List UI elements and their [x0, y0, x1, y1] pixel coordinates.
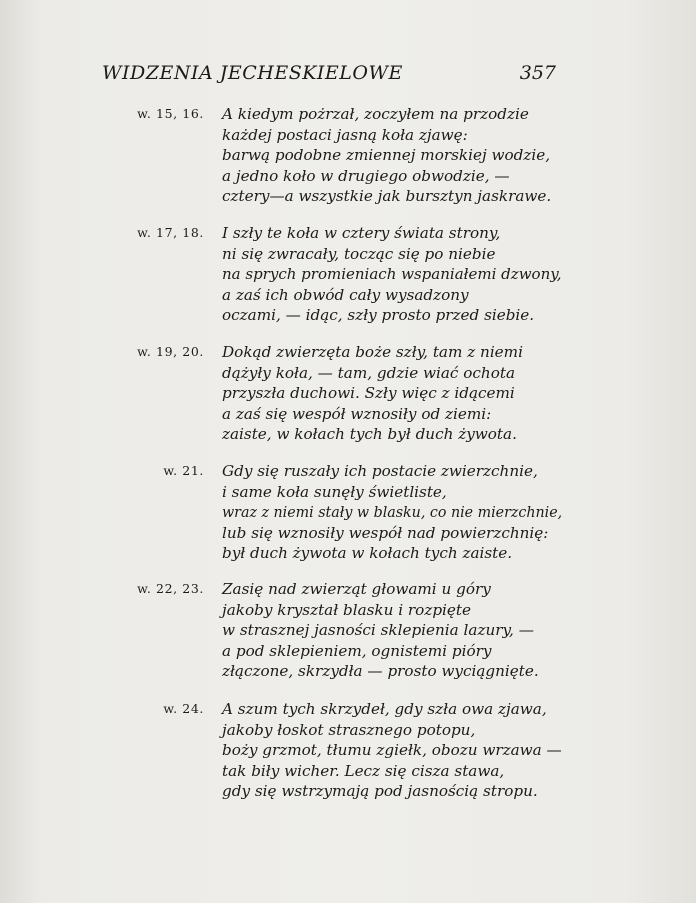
stanza-lines — [222, 699, 562, 802]
verse-line: gdy się wstrzymają pod jasnością stropu. — [222, 782, 538, 800]
verse-line: i same koła sunęły świetliste, — [222, 482, 447, 501]
verse-line: a zaś ich obwód cały wysadzony — [222, 285, 469, 304]
page-number: 357 — [519, 62, 556, 84]
running-title: WIDZENIA JECHESKIELOWE — [102, 62, 403, 84]
verse-line: na sprych promieniach wspaniałemi dzwony, — [222, 265, 562, 283]
verse-line: I szły te koła w cztery świata strony, — [222, 224, 501, 242]
verse-line: był duch żywota w kołach tych zaiste. — [222, 544, 513, 562]
stanza-lines — [222, 104, 562, 207]
verse-reference: w. 21. — [163, 463, 204, 478]
verse-line: dążyły koła, — tam, gdzie wiać ochota — [222, 363, 515, 382]
verse-line: boży grzmot, tłumu zgiełk, obozu wrzawa — — [222, 741, 562, 759]
verse-line: a zaś się wespół wznosiły od ziemi: — [222, 404, 492, 423]
verse-line: jakoby kryształ blasku i rozpięte — [222, 600, 471, 619]
verse-line: ni się zwracały, tocząc się po niebie — [222, 244, 496, 263]
verse-reference: w. 19, 20. — [137, 344, 204, 359]
verse-line: w strasznej jasności sklepienia lazury, — — [222, 621, 534, 639]
verse-line: Dokąd zwierzęta boże szły, tam z niemi — [222, 343, 523, 361]
verse-line: oczami, — idąc, szły prosto przed siebie. — [222, 306, 535, 324]
verse-line: przyszła duchowi. Szły więc z idącemi — [222, 384, 515, 402]
stanza-lines — [222, 461, 562, 564]
stanza-lines — [222, 342, 562, 445]
verse-line: Gdy się ruszały ich postacie zwierzchnie, — [222, 462, 538, 480]
verse-line: cztery—a wszystkie jak bursztyn jaskrawe. — [222, 187, 552, 205]
page-header — [102, 62, 556, 90]
verse-line: zaiste, w kołach tych był duch żywota. — [222, 425, 517, 443]
verse-line: a pod sklepieniem, ognistemi pióry — [222, 641, 492, 660]
verse-line: Zasię nad zwierząt głowami u góry — [222, 580, 491, 598]
verse-reference: w. 24. — [163, 701, 204, 716]
verse-line: tak biły wicher. Lecz się cisza stawa, — [222, 761, 505, 780]
verse-line: jakoby łoskot strasznego potopu, — [222, 720, 476, 739]
verse-line: a jedno koło w drugiego obwodzie, — — [222, 166, 510, 185]
verse-line: każdej postaci jasną koła zjawę: — [222, 125, 468, 144]
verse-reference: w. 22, 23. — [137, 581, 204, 596]
verse-line: A szum tych skrzydeł, gdy szła owa zjawa, — [222, 700, 547, 718]
verse-line: lub się wznosiły wespół nad powierzchnię: — [222, 523, 549, 542]
verse-reference: w. 15, 16. — [137, 106, 204, 121]
stanza-lines — [222, 579, 562, 682]
stanza-lines — [222, 223, 562, 326]
verse-reference: w. 17, 18. — [137, 225, 204, 240]
verse-line: A kiedym pożrzał, zoczyłem na przodzie — [222, 105, 529, 123]
verse-line: złączone, skrzydła — prosto wyciągnięte. — [222, 662, 539, 680]
verse-line: wraz z niemi stały w blasku, co nie mierzchnie, — [222, 503, 563, 521]
verse-line: barwą podobne zmiennej morskiej wodzie, — [222, 146, 551, 164]
